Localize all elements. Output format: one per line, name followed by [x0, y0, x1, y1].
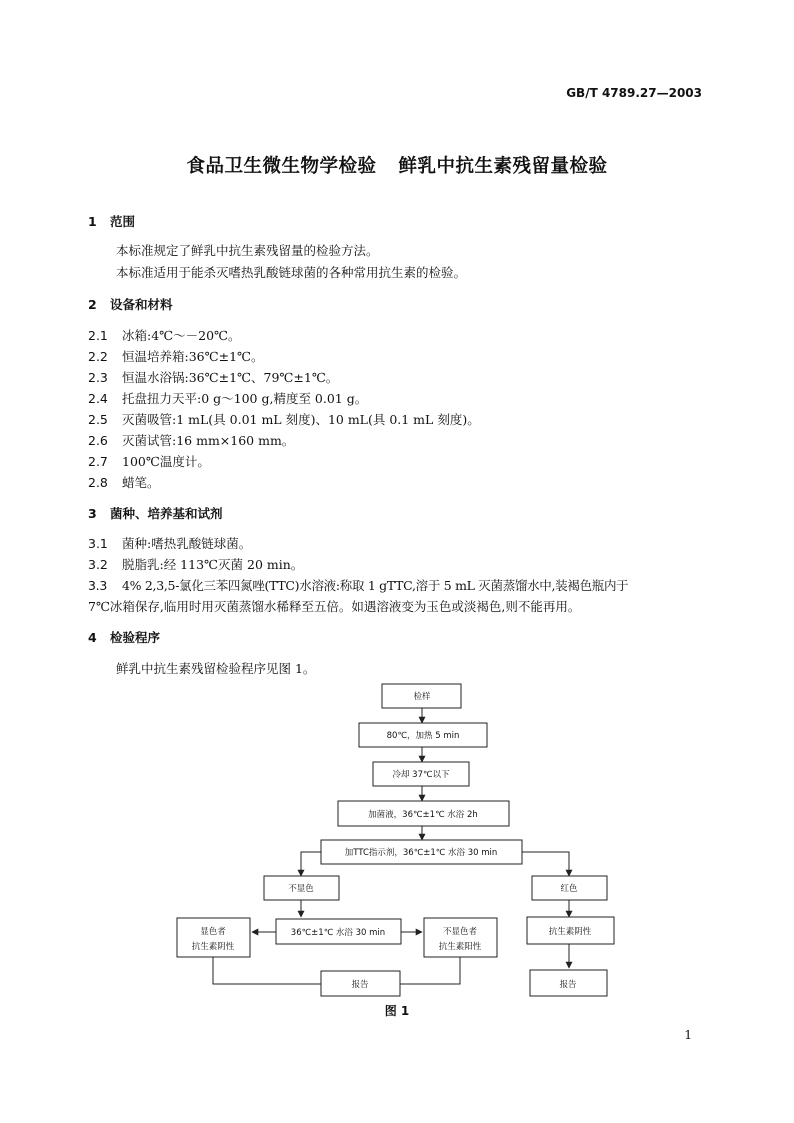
box-water-bath: [276, 919, 401, 944]
svg-text:报告: 报告: [351, 980, 369, 990]
svg-text:80℃，加热 5 min: 80℃，加热 5 min: [386, 731, 460, 741]
svg-text:显色者: 显色者: [200, 927, 226, 937]
flow-arrow: [522, 852, 569, 876]
svg-text:抗生素阴性: 抗生素阴性: [191, 942, 235, 952]
list-item: 2.1 冰箱:4℃～－20℃。: [88, 328, 241, 343]
figure-label: 图 1: [384, 1004, 410, 1018]
list-item-continuation: 7℃冰箱保存,临用时用灭菌蒸馏水稀释至五倍。如遇溶液变为玉色或淡褐色,则不能再用。: [88, 599, 581, 614]
paragraph: 本标准规定了鲜乳中抗生素残留量的检验方法。: [116, 243, 379, 258]
svg-text:不显色: 不显色: [288, 884, 314, 894]
paragraph: 本标准适用于能杀灭嗜热乳酸链球菌的各种常用抗生素的检验。: [116, 265, 467, 280]
svg-text:加TTC指示剂，36℃±1℃ 水浴 30 min: 加TTC指示剂，36℃±1℃ 水浴 30 min: [344, 848, 498, 858]
svg-text:冷却 37℃以下: 冷却 37℃以下: [392, 770, 450, 780]
page-number: 1: [684, 1028, 692, 1042]
list-item: 3.1 菌种:嗜热乳酸链球菌。: [88, 536, 252, 551]
flow-arrow: [301, 852, 321, 876]
list-item: 2.8 蜡笔。: [88, 475, 160, 490]
standard-number: GB/T 4789.27—2003: [566, 86, 702, 100]
svg-text:加菌液，36℃±1℃ 水浴 2h: 加菌液，36℃±1℃ 水浴 2h: [368, 810, 478, 820]
svg-text:抗生素阳性: 抗生素阳性: [438, 942, 482, 952]
list-item: 2.4 托盘扭力天平:0 g～100 g,精度至 0.01 g。: [88, 391, 368, 406]
flow-connector: [400, 957, 460, 984]
box-cool: [373, 762, 469, 786]
paragraph: 鲜乳中抗生素残留检验程序见图 1。: [116, 661, 316, 676]
list-item: 3.3 4% 2,3,5-氯化三苯四氮唑(TTC)水溶液:称取 1 gTTC,溶于 5 mL 灭菌蒸馏水中,装褐色瓶内于: [88, 578, 629, 593]
section-title: 检验程序: [110, 630, 161, 645]
box-red: [532, 876, 607, 900]
section-title: 菌种、培养基和试剂: [110, 506, 223, 521]
box-sample: [382, 684, 461, 708]
box-heat: [359, 723, 487, 747]
box-report-right: [530, 970, 607, 996]
section-number: 1: [88, 214, 97, 229]
box-add-culture: [338, 801, 509, 826]
list-item: 2.2 恒温培养箱:36℃±1℃。: [88, 349, 264, 364]
section-number: 2: [88, 297, 97, 312]
title-part-1: 食品卫生微生物学检验: [186, 156, 377, 177]
svg-text:抗生素阴性: 抗生素阴性: [548, 927, 592, 937]
box-report-left: [321, 971, 400, 996]
box-not-colored-positive: [424, 918, 497, 957]
box-negative: [527, 917, 614, 944]
flow-connector: [213, 957, 321, 984]
svg-text:报告: 报告: [559, 980, 577, 990]
list-item: 2.7 100℃温度计。: [88, 454, 210, 469]
list-item: 2.3 恒温水浴锅:36℃±1℃、79℃±1℃。: [88, 370, 339, 385]
svg-text:检样: 检样: [413, 692, 431, 702]
list-item: 3.2 脱脂乳:经 113℃灭菌 20 min。: [88, 557, 304, 572]
section-title: 范围: [110, 214, 136, 229]
box-no-color: [264, 876, 339, 900]
section-number: 3: [88, 506, 97, 521]
svg-text:红色: 红色: [560, 884, 578, 894]
svg-text:36℃±1℃ 水浴 30 min: 36℃±1℃ 水浴 30 min: [290, 928, 386, 938]
list-item: 2.6 灭菌试管:16 mm×160 mm。: [88, 433, 295, 448]
section-title: 设备和材料: [110, 297, 173, 312]
box-add-ttc: [321, 840, 522, 864]
title-part-2: 鲜乳中抗生素残留量检验: [398, 156, 608, 177]
section-number: 4: [88, 630, 97, 645]
box-colored-negative: [177, 918, 250, 957]
list-item: 2.5 灭菌吸管:1 mL(具 0.01 mL 刻度)、10 mL(具 0.1 mL 刻度)。: [88, 412, 480, 427]
svg-text:不显色者: 不显色者: [442, 927, 478, 937]
